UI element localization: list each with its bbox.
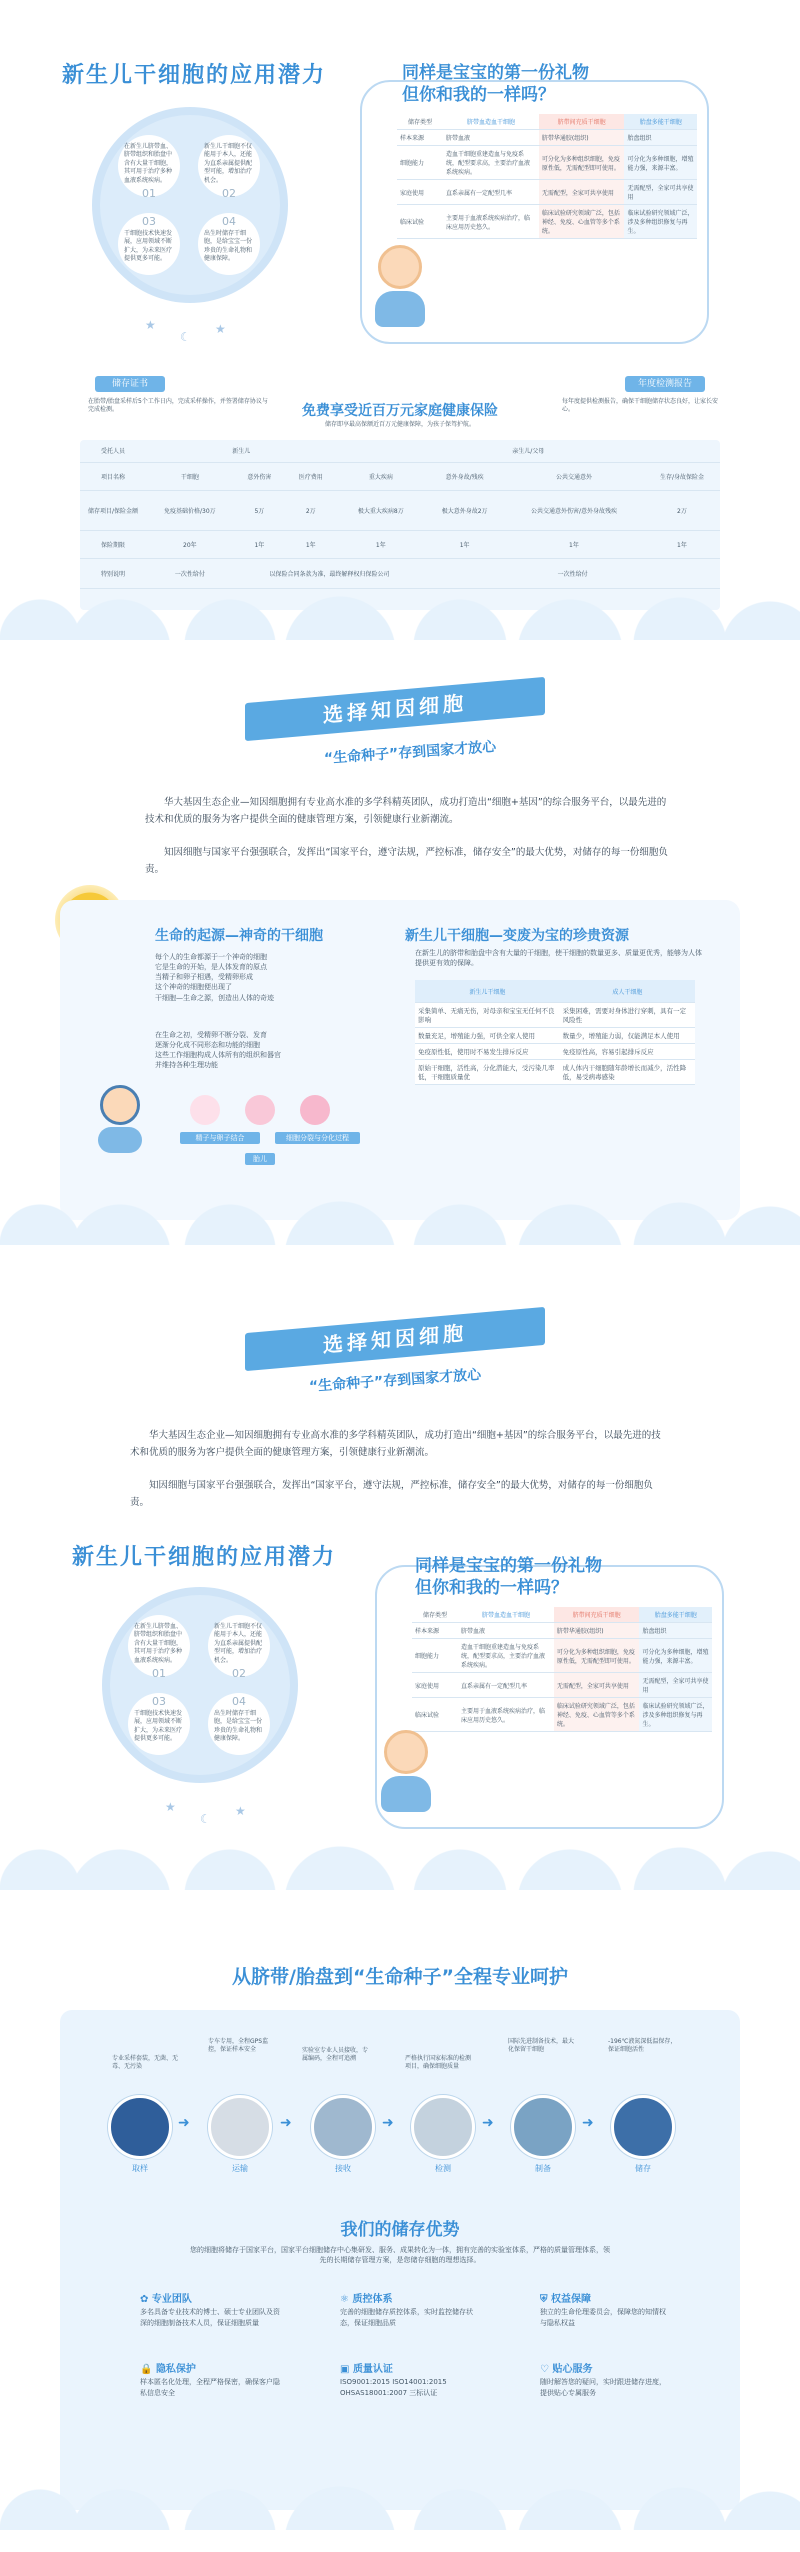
petal-text: 新生儿干细胞不仅能用于本人，还能为直系亲属提供配型可能，增加治疗机会。 — [214, 1623, 263, 1664]
table-cell: 项目名称 — [80, 462, 146, 490]
petal-text: 在新生儿脐带血、脐带组织和胎盘中含有大量干细胞，其可用于治疗多种血液系统疾病。 — [124, 143, 173, 184]
table-cell: 公共交通意外伤害/意外身故残疾 — [504, 490, 644, 530]
step-label: 储存 — [635, 2164, 651, 2173]
table-cell: 无需配型，全家可共享使用 — [539, 180, 625, 205]
table-cell: 临床试验研究领域广泛，涉及多种组织修复与再生。 — [624, 205, 697, 239]
ribbon-banner: 选择知因细胞 — [245, 1307, 545, 1371]
table-cell: 重大疾病 — [336, 462, 425, 490]
team-icon: ✿ — [140, 2294, 152, 2305]
process-title: 从脐带/胎盘到“生命种子”全程专业呵护 — [232, 1966, 568, 1988]
table-cell: 临床试验研究领域广泛，涉及多种组织修复与再生。 — [639, 1698, 712, 1732]
step-sampling — [105, 2095, 175, 2174]
table-cell: 1年 — [285, 530, 336, 558]
table-cell: 意外身故/残疾 — [425, 462, 504, 490]
star-icon: ★ — [145, 318, 156, 332]
table-row — [397, 130, 697, 146]
table-row — [415, 1044, 695, 1060]
table-cell: 保险期限 — [80, 530, 146, 558]
table-cell: 数量充足，增殖能力强，可供全家人使用 — [415, 1028, 560, 1044]
petal-num: 03 — [152, 1695, 166, 1708]
step-prepare — [508, 2095, 578, 2174]
table-row — [80, 462, 720, 490]
advantage-heading — [340, 2360, 480, 2375]
intro-paragraph: 华大基因生态企业—知因细胞拥有专业高水准的多学科精英团队，成功打造出“细胞+基因”的综合服务平台，以最先进的技术和优质的服务为客户提供全面的健康管理方案，引领健康行业新潮流。 — [130, 1430, 661, 1458]
table-cell: 一次性给付 — [425, 558, 720, 588]
table-cell: 可分化为多种组织细胞，免疫原性低，无需配型即可使用。 — [539, 146, 625, 180]
arrow-right-icon: ➜ — [280, 2115, 292, 2131]
tag-report: 年度检测报告 — [625, 376, 705, 392]
newborn-title: 新生儿干细胞—变废为宝的珍贵资源 — [405, 928, 629, 944]
arrow-right-icon: ➜ — [582, 2115, 594, 2131]
table-cell: 干细胞 — [146, 462, 234, 490]
step-label: 检测 — [435, 2164, 451, 2173]
advantage-intro: 您的细胞将储存于国家平台，国家平台细胞储存中心集研发、服务、成果转化为一体，拥有完善的实验室体系，严格的质量管理体系，领先的长期储存管理方案，是您储存细胞的理想选择。 — [190, 2246, 610, 2265]
table-cell: 胎盘组织 — [624, 130, 697, 146]
table-cell: 极大意外身故2万 — [425, 490, 504, 530]
label-division: 细胞分裂与分化过程 — [275, 1132, 360, 1144]
table-cell: 储存项目/保险金额 — [80, 490, 146, 530]
petal-num: 02 — [222, 186, 236, 200]
advantage-item — [540, 2290, 670, 2329]
table-cell: 新生儿 — [146, 440, 336, 462]
table-cell: 医疗费用 — [285, 462, 336, 490]
step-note: 专业采样套装，无菌、无毒、无污染 — [112, 2055, 179, 2071]
shield-icon: ⛨ — [540, 2294, 551, 2305]
table-header: 新生儿干细胞 — [415, 980, 560, 1003]
table-cell: 生存/身故保险金 — [644, 462, 720, 490]
origin-p1: 每个人的生命都源于一个神奇的细胞 它是生命的开始，是人体发育的原点 当精子和卵子相遇，受精卵形成 这个神奇的细胞便出现了 干细胞—生命之源，创造出人体的奇迹 — [155, 953, 274, 1002]
intro-paragraph-2: 知因细胞与国家平台强强联合，发挥出“国家平台，遵守法规，严控标准，储存安全”的最大优势，对储存的每一份细胞负责。 — [145, 847, 668, 875]
table-row — [415, 1060, 695, 1085]
step-note: 严格执行国家标准的检测项目，确保细胞质量 — [405, 2055, 472, 2071]
intro-paragraph-2: 知因细胞与国家平台强强联合，发挥出“国家平台，遵守法规，严控标准，储存安全”的最大优势，对储存的每一份细胞负责。 — [130, 1480, 653, 1508]
insurance-subtitle: 储存即享最高保额近百万元健康保障，为孩子保驾护航。 — [324, 421, 475, 428]
slogan: “生命种子”存到国家才放心 — [323, 739, 497, 767]
petal-01 — [118, 135, 180, 200]
petal-num: 02 — [232, 1666, 246, 1680]
table-cell: 以保险合同条款为准，最终解释权归保险公司 — [234, 558, 426, 588]
table-cell: 1年 — [336, 530, 425, 558]
step-receive — [308, 2095, 378, 2174]
table-cell: 可分化为多种细胞，增殖能力强，来源丰富。 — [639, 1639, 712, 1673]
table-cell: 临床试验研究领域广泛，包括神经、免疫、心血管等多个系统。 — [539, 205, 625, 239]
petal-num: 03 — [142, 215, 156, 228]
table-header: 储存类型 — [397, 114, 443, 130]
petal-num: 04 — [232, 1695, 246, 1708]
table-row — [397, 205, 697, 239]
row-head: 临床试验 — [412, 1698, 458, 1732]
advantage-heading — [140, 2360, 280, 2375]
prepare-image — [511, 2095, 575, 2159]
row-head: 样本来源 — [412, 1623, 458, 1639]
origin-p2: 在生命之初，受精卵不断分裂、发育 逐渐分化成不同形态和功能的细胞 这些工作细胞构成人体所有的组织和器官 并维持各种生理功能 — [155, 1031, 281, 1070]
certificate-note: 在胎带/胎盘采样后5个工作日内，完成采样操作，并签署储存协议与完成检测。 — [88, 398, 268, 414]
report-note: 每年度提供检测报告，确保干细胞储存状态良好，让家长安心。 — [562, 398, 719, 414]
step-note: 国际先进制备技术，最大化保留干细胞 — [508, 2038, 575, 2054]
storage-image — [611, 2095, 675, 2159]
table-row — [80, 530, 720, 558]
star-icon: ☾ — [200, 1812, 211, 1826]
table-row — [415, 1003, 695, 1028]
table-header: 脐带血造血干细胞 — [443, 114, 539, 130]
table-cell: 胎盘组织 — [639, 1623, 712, 1639]
table-cell: 造血干细胞重建造血与免疫系统，配型要求高，主要治疗血液系统疾病。 — [443, 146, 539, 180]
origin-title: 生命的起源—神奇的干细胞 — [155, 928, 323, 944]
insurance-table — [80, 440, 720, 589]
advantage-text: 完善的细胞储存质控体系，实时监控储存状态，保证细胞品质 — [340, 2308, 473, 2328]
table-header: 胎盘多能干细胞 — [624, 114, 697, 130]
gift-title — [415, 1555, 602, 1599]
step-note: 实验室专业人员接收，专属编码，全程可追溯 — [302, 2047, 369, 2063]
cell-icon — [190, 1095, 220, 1125]
table-cell: 1年 — [425, 530, 504, 558]
petal-text: 出生时储存干细胞，是给宝宝一份珍贵的生命礼物和健康保障。 — [204, 230, 253, 263]
cert-icon: ▣ — [340, 2364, 353, 2375]
table-row — [397, 180, 697, 205]
gift-title — [402, 62, 589, 106]
ribbon-banner: 选择知因细胞 — [245, 677, 545, 741]
table-header: 脐带间充质干细胞 — [554, 1607, 640, 1623]
petal-04 — [198, 213, 260, 275]
gift-compare-table — [397, 114, 697, 239]
table-cell: 脐带血液 — [458, 1623, 554, 1639]
advantage-heading — [140, 2290, 280, 2305]
table-cell: 1年 — [644, 530, 720, 558]
petal-04 — [208, 1693, 270, 1755]
advantage-text: 多名具备专业技术的博士、硕士专业团队及资深的细胞制备技术人员，保证细胞质量 — [140, 2308, 280, 2328]
table-cell: 采集困难，需要对身体进行穿刺，具有一定风险性 — [560, 1003, 695, 1028]
table-cell: 意外伤害 — [234, 462, 285, 490]
table-header: 脐带间充质干细胞 — [539, 114, 625, 130]
table-cell: 主要用于血液系统疾病治疗，临床应用历史悠久。 — [458, 1698, 554, 1732]
petal-03 — [128, 1693, 190, 1755]
table-cell: 1年 — [234, 530, 285, 558]
star-icon: ★ — [165, 1800, 176, 1814]
table-header: 脐带血造血干细胞 — [458, 1607, 554, 1623]
step-transport — [205, 2095, 275, 2174]
car-image — [208, 2095, 272, 2159]
petal-text: 出生时储存干细胞，是给宝宝一份珍贵的生命礼物和健康保障。 — [214, 1710, 263, 1743]
step-note: -196℃液氮深低温保存，保证细胞活性 — [608, 2038, 677, 2054]
table-cell: 脐带华通胶(组织) — [554, 1623, 640, 1639]
lab-image — [311, 2095, 375, 2159]
newborn-intro: 在新生儿的脐带和胎盘中含有大量的干细胞，使干细胞的数量更多、质量更优秀，能够为人体提供更有效的保障。 — [415, 949, 702, 968]
table-cell: 原始干细胞，活性高，分化潜能大，受污染几率低，干细胞质量优 — [415, 1060, 560, 1085]
insurance-title: 免费享受近百万元家庭健康保险 — [302, 403, 498, 419]
baby-illustration — [372, 245, 428, 323]
table-cell: 成人体内干细胞随年龄增长而减少，活性降低，易受病毒感染 — [560, 1060, 695, 1085]
arrow-right-icon: ➜ — [482, 2115, 494, 2131]
star-icon: ☾ — [180, 330, 191, 344]
table-row — [412, 1639, 712, 1673]
advantage-heading — [540, 2290, 670, 2305]
petal-num: 04 — [222, 215, 236, 228]
row-head: 细胞能力 — [412, 1639, 458, 1673]
star-icon: ★ — [235, 1804, 246, 1818]
gift-compare-table — [412, 1607, 712, 1732]
step-label: 接收 — [335, 2164, 351, 2173]
table-row — [412, 1673, 712, 1698]
petal-text: 新生儿干细胞不仅能用于本人，还能为直系亲属提供配型可能，增加治疗机会。 — [204, 143, 253, 184]
star-icon: ★ — [215, 322, 226, 336]
baby-illustration — [95, 1085, 145, 1145]
table-cell: 2万 — [644, 490, 720, 530]
petal-text: 干细胞技术快速发展，应用领域不断扩大，为未来医疗提供更多可能。 — [134, 1710, 183, 1743]
step-store — [608, 2095, 678, 2174]
advantage-heading-text: 权益保障 — [550, 2294, 591, 2305]
advantage-heading-text: 贴心服务 — [552, 2364, 593, 2375]
newborn-compare-table — [415, 980, 695, 1085]
label-fetus: 胎儿 — [245, 1153, 275, 1165]
table-header: 胎盘多能干细胞 — [639, 1607, 712, 1623]
slogan: “生命种子”存到国家才放心 — [308, 1367, 482, 1395]
table-cell: 一次性给付 — [146, 558, 234, 588]
advantage-item — [140, 2360, 280, 2399]
table-cell: 2万 — [285, 490, 336, 530]
row-head: 家庭使用 — [397, 180, 443, 205]
table-cell: 主要用于血液系统疾病治疗，临床应用历史悠久。 — [443, 205, 539, 239]
table-cell: 直系亲属有一定配型几率 — [458, 1673, 554, 1698]
advantage-heading — [540, 2360, 670, 2375]
table-header: 成人干细胞 — [560, 980, 695, 1003]
table-row — [415, 1028, 695, 1044]
petal-03 — [118, 213, 180, 275]
cloud-decoration — [0, 1185, 800, 1245]
table-cell: 脐带华通胶(组织) — [539, 130, 625, 146]
test-image — [411, 2095, 475, 2159]
table-cell: 无需配型，全家可共享使用 — [554, 1673, 640, 1698]
sample-box-image — [108, 2095, 172, 2159]
advantage-heading-text: 质量认证 — [352, 2364, 393, 2375]
advantage-text: 样本匿名化处理，全程严格保密，确保客户隐私信息安全 — [140, 2378, 280, 2398]
table-cell: 直系亲属有一定配型几率 — [443, 180, 539, 205]
baby-illustration — [378, 1730, 434, 1808]
petal-02 — [198, 135, 260, 200]
gift-title-line2: 但你和我的一样吗？ — [402, 85, 555, 105]
table-cell: 无需配型，全家可共享使用 — [624, 180, 697, 205]
table-cell: 可分化为多种细胞，增殖能力强，来源丰富。 — [624, 146, 697, 180]
advantage-item — [140, 2290, 280, 2329]
row-head: 样本来源 — [397, 130, 443, 146]
petal-01 — [128, 1615, 190, 1680]
table-cell: 受托人员 — [80, 440, 146, 462]
arrow-right-icon: ➜ — [178, 2115, 190, 2131]
table-cell: 可分化为多种组织细胞，免疫原性低，无需配型即可使用。 — [554, 1639, 640, 1673]
step-note: 专车专用，全程GPS监控，保证样本安全 — [208, 2038, 269, 2054]
petal-num: 01 — [152, 1666, 166, 1680]
step-label: 制备 — [535, 2164, 551, 2173]
gift-title-line2: 但你和我的一样吗？ — [415, 1578, 568, 1598]
step-label: 取样 — [132, 2164, 148, 2173]
table-cell: 数量少，增殖能力弱，仅能满足本人使用 — [560, 1028, 695, 1044]
table-cell: 1年 — [504, 530, 644, 558]
step-test — [408, 2095, 478, 2174]
row-head: 细胞能力 — [397, 146, 443, 180]
section-title-potential: 新生儿干细胞的应用潜力 — [62, 63, 327, 88]
advantage-text: ISO9001:2015 ISO14001:2015 OHSAS18001:2007 三标认证 — [340, 2378, 447, 2398]
table-cell: 免疫原性高，容易引起排斥反应 — [560, 1044, 695, 1060]
advantage-heading — [340, 2290, 480, 2305]
advantage-heading-text: 质控体系 — [352, 2294, 393, 2305]
potential-flower — [100, 115, 280, 295]
petal-num: 01 — [142, 186, 156, 200]
gift-title-line1: 同样是宝宝的第一份礼物 — [402, 63, 589, 83]
arrow-right-icon: ➜ — [382, 2115, 394, 2131]
intro-paragraph: 华大基因生态企业—知因细胞拥有专业高水准的多学科精英团队，成功打造出“细胞+基因”的综合服务平台，以最先进的技术和优质的服务为客户提供全面的健康管理方案，引领健康行业新潮流。 — [145, 797, 667, 825]
table-cell: 免疫原性低，使用时不易发生排斥反应 — [415, 1044, 560, 1060]
potential-flower — [110, 1595, 290, 1775]
table-row — [397, 146, 697, 180]
petal-text: 干细胞技术快速发展，应用领域不断扩大，为未来医疗提供更多可能。 — [124, 230, 173, 263]
petal-text: 在新生儿脐带血、脐带组织和胎盘中含有大量干细胞，其可用于治疗多种血液系统疾病。 — [134, 1623, 183, 1664]
row-head: 临床试验 — [397, 205, 443, 239]
gift-title-line1: 同样是宝宝的第一份礼物 — [415, 1556, 602, 1576]
advantage-heading-text: 专业团队 — [151, 2294, 192, 2305]
advantage-heading-text: 隐私保护 — [155, 2364, 196, 2375]
petal-02 — [208, 1615, 270, 1680]
advantage-title: 我们的储存优势 — [340, 2220, 460, 2240]
table-cell: 造血干细胞重建造血与免疫系统，配型要求高，主要治疗血液系统疾病。 — [458, 1639, 554, 1673]
table-cell: 5万 — [234, 490, 285, 530]
table-cell: 免疫基础价格/30万 — [146, 490, 234, 530]
table-cell: 亲生儿/父母 — [336, 440, 720, 462]
cell-icon — [300, 1095, 330, 1125]
section-title-potential: 新生儿干细胞的应用潜力 — [72, 1545, 337, 1570]
table-cell: 极大重大疾病8万 — [336, 490, 425, 530]
advantage-item — [540, 2360, 670, 2399]
table-cell: 20年 — [146, 530, 234, 558]
cloud-decoration — [0, 2470, 800, 2530]
table-row — [412, 1623, 712, 1639]
table-row — [412, 1698, 712, 1732]
table-row — [80, 440, 720, 462]
table-header: 储存类型 — [412, 1607, 458, 1623]
heart-icon: ♡ — [540, 2364, 553, 2375]
advantage-text: 随时解答您的疑问，实时跟进储存进度，提供贴心专属服务 — [540, 2378, 666, 2398]
table-cell: 特别说明 — [80, 558, 146, 588]
table-cell: 采集简单、无痛无伤，对母亲和宝宝无任何不良影响 — [415, 1003, 560, 1028]
label-sperm-egg: 精子与卵子结合 — [180, 1132, 260, 1144]
advantage-text: 独立的生命伦理委员会，保障您的知情权与隐私权益 — [540, 2308, 666, 2328]
advantage-item — [340, 2290, 480, 2329]
lock-icon: 🔒 — [140, 2364, 156, 2375]
row-head: 家庭使用 — [412, 1673, 458, 1698]
cloud-decoration — [0, 580, 800, 640]
table-cell: 公共交通意外 — [504, 462, 644, 490]
tag-certificate: 储存证书 — [95, 376, 165, 392]
cloud-decoration — [0, 1830, 800, 1890]
table-cell: 临床试验研究领域广泛，包括神经、免疫、心血管等多个系统。 — [554, 1698, 640, 1732]
advantage-item — [340, 2360, 480, 2399]
cell-icon — [245, 1095, 275, 1125]
step-label: 运输 — [232, 2164, 248, 2173]
table-row — [80, 490, 720, 530]
table-cell: 无需配型，全家可共享使用 — [639, 1673, 712, 1698]
quality-icon: ⚛ — [340, 2294, 353, 2305]
table-cell: 脐带血液 — [443, 130, 539, 146]
